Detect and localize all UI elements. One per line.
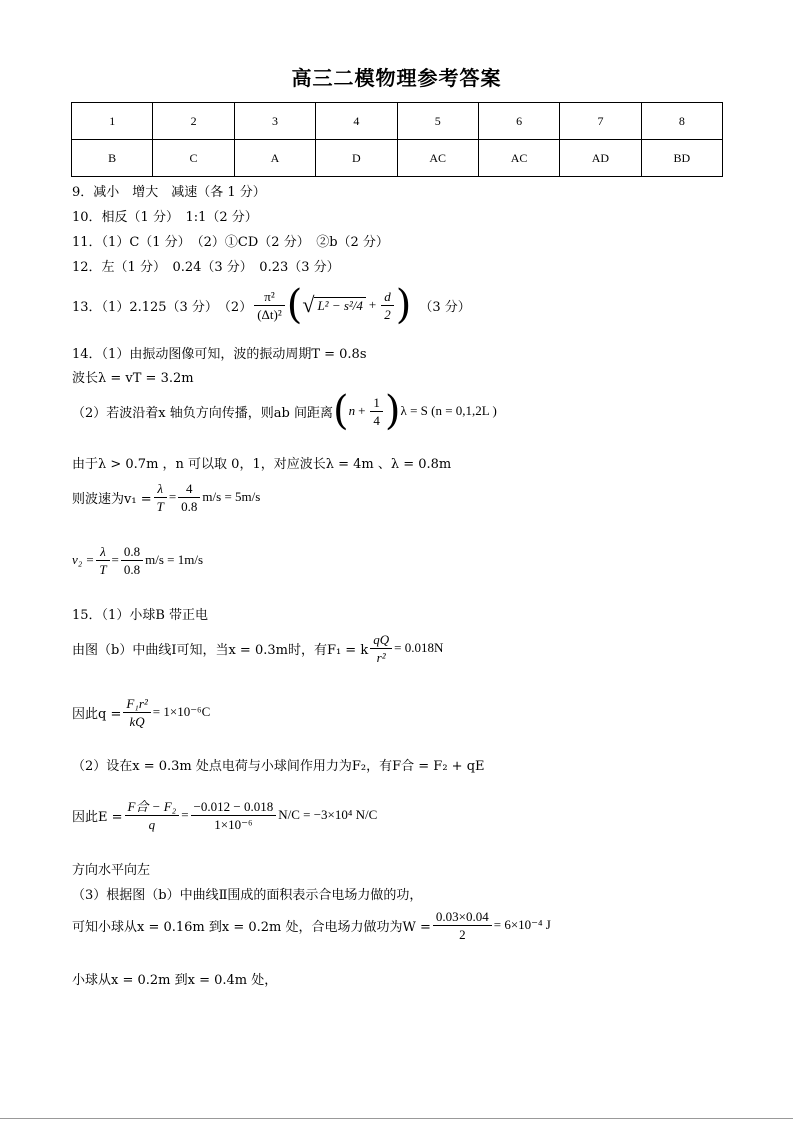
q14-v2-fraction-a: $\frac{\lambda}{T}$	[96, 543, 109, 578]
equals-sign: =	[181, 807, 189, 822]
q14-v2-label: v₂ =	[72, 552, 95, 567]
answer-q15-line9: 小球从x = 0.2m 到x = 0.4m 处，	[72, 973, 278, 988]
q13-score: （3 分）	[419, 299, 471, 315]
plus-sign: +	[358, 403, 366, 418]
right-paren: )	[395, 282, 412, 328]
answer-q14-line4: 由于λ > 0.7m ，n 可以取 0，1，对应波长λ = 4m 、λ = 0.8m	[72, 457, 452, 472]
q13-fraction-d: $\frac{d}{2}$	[381, 288, 394, 323]
answer-q15-line1: 15．（1）小球B 带正电	[72, 608, 208, 623]
answer-q15-line7: （3）根据图（b）中曲线Ⅱ围成的面积表示合电场力做的功，	[72, 888, 423, 903]
table-row-numbers	[72, 103, 723, 140]
table-cell: D	[316, 140, 397, 177]
answer-q14-line5	[72, 476, 260, 518]
left-paren: (	[332, 388, 349, 434]
answer-q15-line5	[72, 794, 377, 836]
q15-q-result: = 1×10⁻⁶C	[152, 704, 211, 719]
q15-e-fraction-b: $\frac{-0.012 - 0.018}{\text{1×10⁻⁶}}$	[191, 798, 277, 833]
equals-sign: =	[111, 552, 119, 567]
table-cell: 4	[316, 103, 397, 140]
q14-fraction: $\frac{1}{4}$	[370, 394, 383, 429]
answer-table	[71, 102, 723, 177]
q15-q-label: 因此q =	[72, 706, 122, 722]
answer-q15-line2	[72, 627, 443, 669]
answer-q15-line8	[72, 904, 551, 946]
answer-q13	[72, 282, 471, 328]
answer-q12: 12．左（1 分） 0.24（3 分） 0.23（3 分）	[72, 260, 340, 275]
q15-w-fraction: $\frac{0.03\times 0.04}{2}$	[433, 908, 492, 943]
q14-v2-result: m/s = 1m/s	[145, 552, 204, 567]
table-cell: AC	[478, 140, 559, 177]
q15-q-fraction: $\frac{\text{F₁r²}}{kQ}$	[123, 695, 150, 730]
table-cell: 3	[234, 103, 315, 140]
answer-q14-line6	[72, 539, 203, 581]
table-cell: 8	[641, 103, 722, 140]
plus-sign: +	[368, 297, 377, 312]
table-cell: AD	[560, 140, 641, 177]
table-cell: AC	[397, 140, 478, 177]
q13-fraction-pi: $\frac{\text{π²}}{\text{(Δt)²}}$	[254, 288, 285, 323]
table-row-answers	[72, 140, 723, 177]
answer-q11: 11．（1）C（1 分） （2）①CD（2 分） ②b（2 分）	[72, 235, 389, 250]
answer-q10: 10．相反（1 分） 1:1（2 分）	[72, 210, 258, 225]
q14-v1-result: m/s = 5m/s	[202, 489, 261, 504]
q14-v1-fraction-b: $\frac{4}{0.8}$	[178, 480, 200, 515]
table-cell: C	[153, 140, 234, 177]
page-title: 高三二模物理参考答案	[291, 66, 502, 90]
q15-e-label: 因此E =	[72, 809, 123, 825]
answer-q15-line6: 方向水平向左	[72, 863, 151, 878]
q14-v1-fraction-a: $\frac{\lambda}{T}$	[154, 480, 167, 515]
table-cell: 5	[397, 103, 478, 140]
q15-e-fraction-a: $\frac{\text{F合 − F₂}}{q}$	[125, 798, 180, 833]
answer-q14-line1: 14．（1）由振动图像可知，波的振动周期T = 0.8s	[72, 347, 367, 362]
answer-q15-line3	[72, 691, 210, 733]
q14-v1-label: 则波速为v₁ =	[72, 491, 152, 507]
answer-q14-line2: 波长λ = vT = 3.2m	[72, 371, 194, 386]
table-cell: B	[72, 140, 153, 177]
sqrt-symbol: √	[302, 292, 315, 317]
table-cell: 2	[153, 103, 234, 140]
table-cell: A	[234, 140, 315, 177]
q14-equation: λ = S (n = 0,1,2L )	[400, 403, 497, 418]
q13-radicand: L² − s²/4	[314, 297, 365, 314]
q14-v2-fraction-b: $\frac{0.8}{0.8}$	[121, 543, 143, 578]
q15-w-result: = 6×10⁻⁴ J	[493, 917, 551, 932]
left-paren: (	[286, 282, 303, 328]
q14-text: （2）若波沿着x 轴负方向传播，则ab 间距离	[72, 405, 333, 421]
q15-f1-result: = 0.018N	[394, 640, 444, 655]
equals-sign: =	[168, 489, 177, 504]
table-cell: 1	[72, 103, 153, 140]
q15-w-text: 可知小球从x = 0.16m 到x = 0.2m 处，合电场力做功为W =	[72, 919, 431, 935]
q13-label: 13．（1）2.125（3 分） （2）	[72, 299, 253, 315]
q15-e-result: N/C = −3×10⁴ N/C	[278, 807, 378, 822]
answer-q9: 9．减小 增大 减速（各 1 分）	[72, 185, 266, 200]
page-footer-divider	[0, 1118, 793, 1119]
q15-f1-text: 由图（b）中曲线Ⅰ可知，当x = 0.3m时，有F₁ = k	[72, 642, 369, 658]
table-cell: 7	[560, 103, 641, 140]
n-symbol: n	[348, 403, 356, 418]
table-cell: 6	[478, 103, 559, 140]
right-paren: )	[384, 388, 401, 434]
answer-q14-line3	[72, 388, 497, 434]
answer-q15-line4: （2）设在x = 0.3m 处点电荷与小球间作用力为F₂，有F合 = F₂ + qE	[72, 759, 485, 774]
table-cell: BD	[641, 140, 722, 177]
q15-f1-fraction: $\frac{qQ}{\text{r²}}$	[370, 631, 392, 666]
